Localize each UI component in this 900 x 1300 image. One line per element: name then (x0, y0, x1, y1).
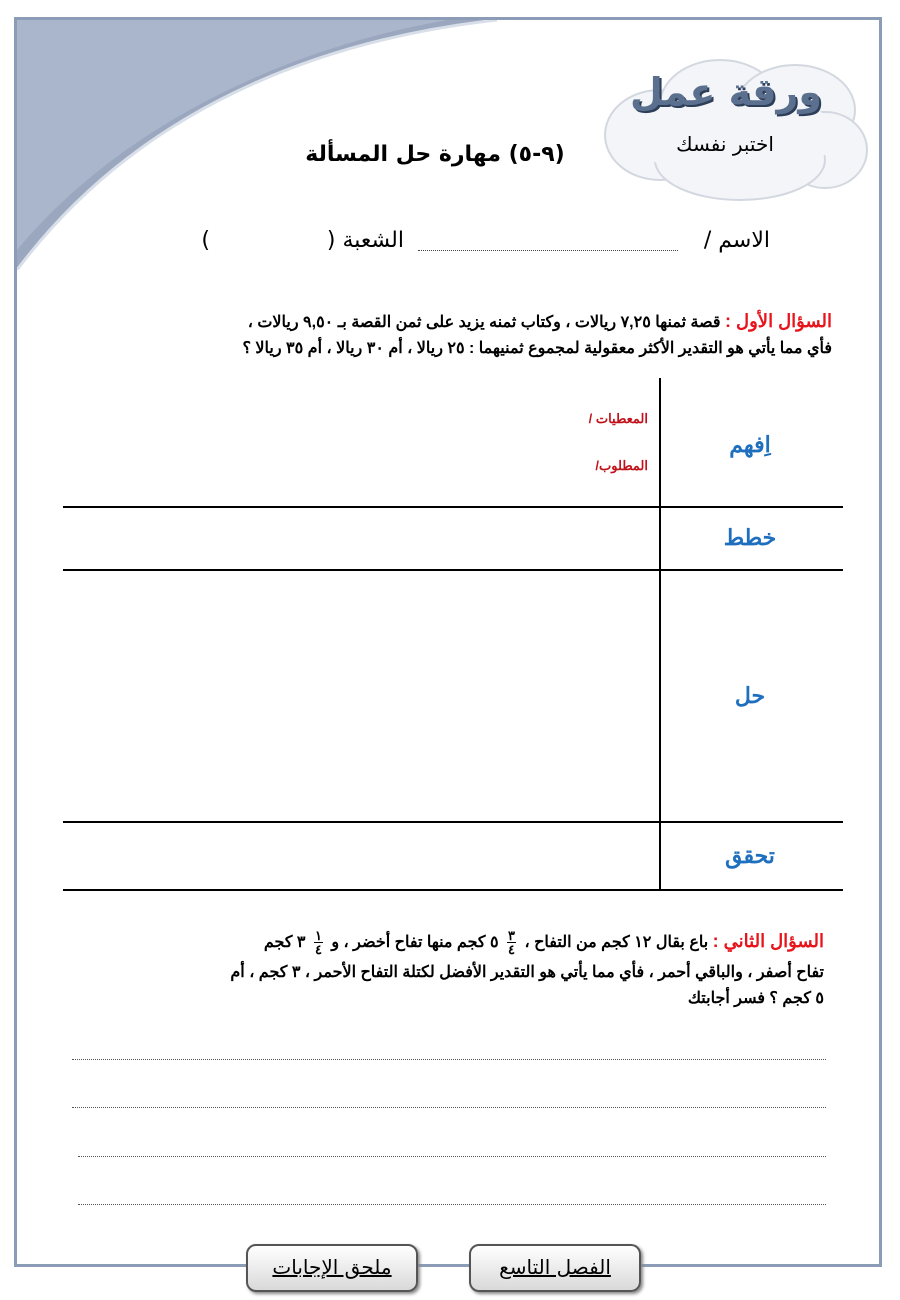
answer-line-2[interactable] (72, 1107, 826, 1108)
step-solve-label: حل (734, 683, 766, 708)
solve-answer-area[interactable] (66, 573, 656, 818)
section-close: ) (201, 228, 210, 253)
table-vertical-divider (659, 378, 661, 890)
worksheet-title: ورقة عمل (629, 70, 822, 114)
name-label: الاسم / (703, 228, 770, 253)
question-1-line-1 (72, 308, 832, 336)
fraction-three-quarters: $\frac{٣}{٤}$ (508, 928, 516, 958)
question-2-text-2: كجم منها تفاح أخضر ، و (331, 934, 486, 951)
question-2-line-1 (84, 926, 824, 958)
understand-answer-area[interactable] (66, 385, 566, 503)
answer-line-1[interactable] (72, 1059, 826, 1060)
step-understand-label: اِفهم (729, 432, 771, 457)
answer-line-4[interactable] (78, 1204, 826, 1205)
answer-line-3[interactable] (78, 1156, 826, 1157)
question-1-line-2: فأي مما يأتي هو التقدير الأكثر معقولية لمجموع ثمنيهما : ٢٥ ريالا ، أم ٣٠ ريالا ، أم ٣٥ ريالا ؟ (242, 340, 832, 357)
answers-appendix-button[interactable]: ملحق الإجابات (246, 1244, 418, 1292)
table-row-divider-1 (63, 506, 843, 508)
question-2-label: السؤال الثاني : (712, 931, 824, 951)
name-field[interactable] (418, 250, 678, 251)
question-1-label: السؤال الأول : (725, 311, 832, 331)
chapter-nine-button[interactable]: الفصل التاسع (469, 1244, 641, 1292)
whole-number-five: ٥ (489, 934, 499, 951)
question-2 (84, 926, 824, 1014)
question-2-text-3: ٣ كجم (263, 934, 306, 951)
table-row-divider-2 (63, 569, 843, 571)
lesson-title: (٩-٥) مهارة حل المسألة (305, 142, 565, 167)
required-label: المطلوب/ (595, 458, 648, 473)
question-2-line-2: تفاح أصفر ، والباقي أحمر ، فأي مما يأتي هو التقدير الأفضل لكتلة التفاح الأحمر ، ٣ كجم ، أم (230, 964, 824, 981)
given-label: المعطيات / (588, 411, 648, 426)
section-label: الشعبة ( (326, 228, 404, 253)
table-bottom-border (63, 889, 843, 891)
plan-answer-area[interactable] (66, 510, 656, 566)
worksheet-subtitle: اختبر نفسك (676, 132, 774, 156)
question-1 (72, 308, 832, 362)
fraction-one-quarter: $\frac{١}{٤}$ (314, 928, 322, 958)
student-info-row (170, 228, 780, 264)
section-field[interactable] (218, 228, 308, 258)
table-row-divider-3 (63, 821, 843, 823)
step-check-label: تحقق (725, 843, 775, 868)
question-1-text-1: قصة ثمنها ٧,٢٥ ريالات ، وكتاب ثمنه يزيد على ثمن القصة بـ ٩,٥٠ ريالات ، (247, 314, 721, 331)
question-2-text-1: باع بقال ١٢ كجم من التفاح ، (524, 934, 709, 951)
step-plan-label: خطط (723, 525, 777, 550)
question-2-line-3: ٥ كجم ؟ فسر أجابتك (687, 990, 824, 1007)
check-answer-area[interactable] (66, 825, 656, 887)
